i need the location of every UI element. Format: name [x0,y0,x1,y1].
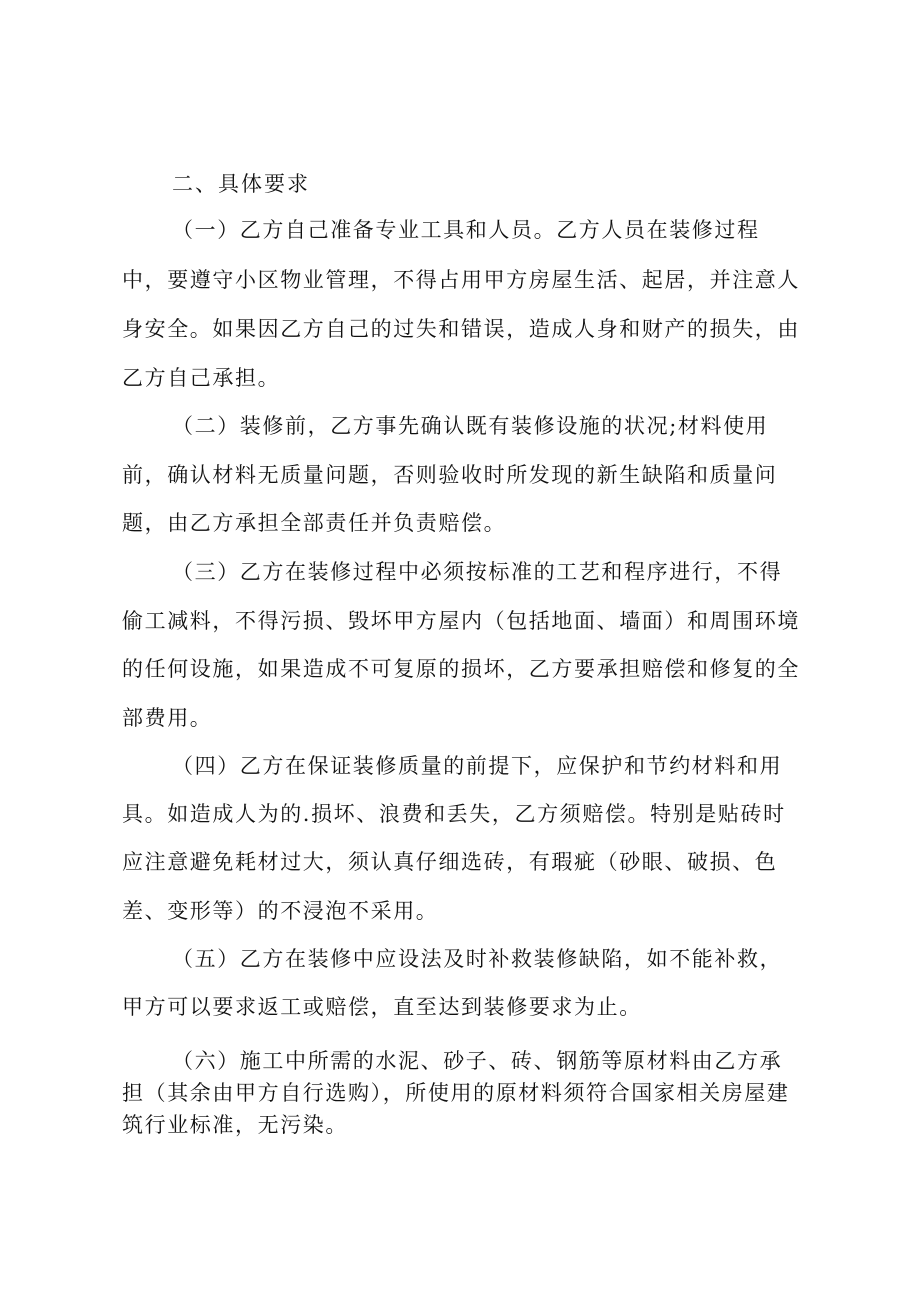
paragraph-5-line-1: （五）乙方在装修中应设法及时补救装修缺陷，如不能补救， [172,947,783,971]
paragraph-3-line-1: （三）乙方在装修过程中必须按标准的工艺和程序进行，不得 [172,560,783,584]
paragraph-3-line-3: 的任何设施，如果造成不可复原的损坏，乙方要承担赔偿和修复的全 [122,657,800,681]
paragraph-3-line-2: 偷工减料，不得污损、毁坏甲方屋内（包括地面、墙面）和周围环境 [122,609,800,633]
paragraph-6-line-1: （六）施工中所需的水泥、砂子、砖、钢筋等原材料由乙方承 [172,1049,783,1073]
paragraph-6-line-3: 筑行业标准，无污染。 [122,1113,348,1137]
paragraph-4-line-1: （四）乙方在保证装修质量的前提下，应保护和节约材料和用 [172,754,783,778]
paragraph-1-line-3: 身安全。如果因乙方自己的过失和错误，造成人身和财产的损失，由 [122,317,800,341]
paragraph-6-line-2: 担（其余由甲方自行选购），所使用的原材料须符合国家相关房屋建 [122,1081,790,1105]
paragraph-2-line-1: （二）装修前，乙方事先确认既有装修设施的状况;材料使用 [172,414,769,438]
paragraph-1-line-1: （一）乙方自己准备专业工具和人员。乙方人员在装修过程 [172,218,760,242]
paragraph-2-line-3: 题，由乙方承担全部责任并负责赔偿。 [122,511,507,535]
paragraph-3-line-4: 部费用。 [122,706,213,730]
section-heading: 二、具体要求 [172,172,310,196]
paragraph-4-line-2: 具。如造成人为的.损坏、浪费和丢失，乙方须赔偿。特别是贴砖时 [122,802,786,826]
paragraph-5-line-2: 甲方可以要求返工或赔偿，直至达到装修要求为止。 [122,995,642,1019]
paragraph-1-line-2: 中，要遵守小区物业管理，不得占用甲方房屋生活、起居，并注意人 [122,268,800,292]
paragraph-4-line-3: 应注意避免耗材过大，须认真仔细选砖，有瑕疵（砂眼、破损、色 [122,850,778,874]
paragraph-1-line-4: 乙方自己承担。 [122,366,281,390]
paragraph-2-line-2: 前，确认材料无质量问题，否则验收时所发现的新生缺陷和质量问 [122,463,778,487]
paragraph-4-line-4: 差、变形等）的不浸泡不采用。 [122,899,439,923]
